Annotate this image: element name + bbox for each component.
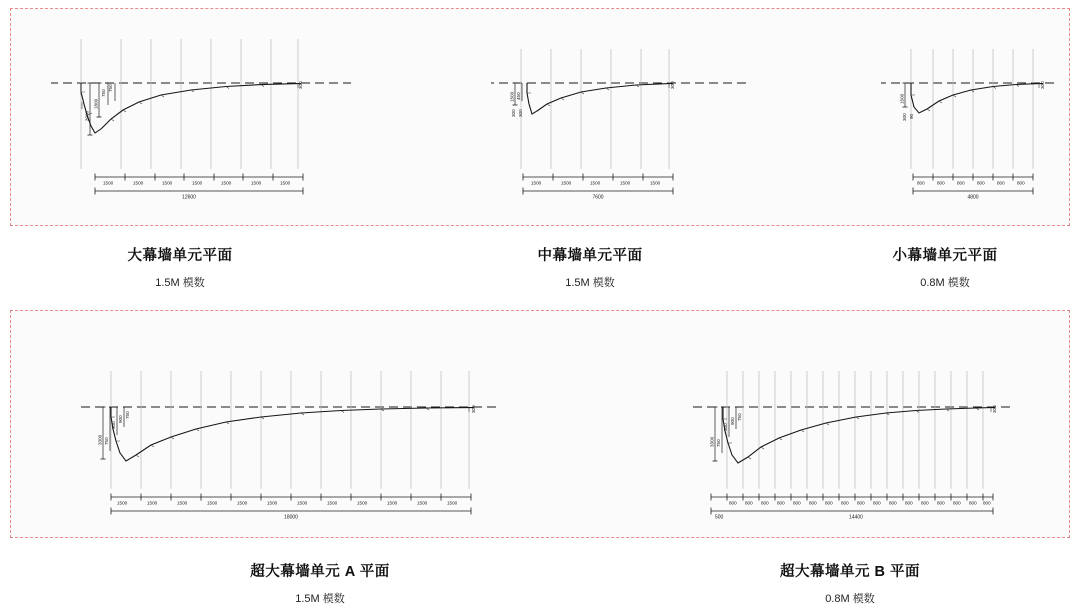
dim-end: 300 [471,405,476,413]
dim-total: 12600 [182,194,196,201]
dim-vertical-3: 750 [101,89,106,97]
dim-vertical-3: 500 [723,423,728,431]
caption-large-unit [0,244,360,290]
dim-seg-4: 1500 [192,180,203,186]
dim-seg-1: 1500 [117,500,128,506]
dim-vertical-1: 3300 [97,434,103,445]
dim-seg-4: 1500 [207,500,218,506]
figure-xl-unit-a [81,311,501,537]
caption-title: 小幕墙单元平面 [892,248,998,264]
dim-seg-3: 800 [957,180,965,186]
caption-subtitle: 0.8M 模数 [825,593,875,605]
dim-vertical-1: 3900 [84,110,90,121]
dim-seg-10: 1500 [387,500,398,506]
dimension-chain [523,174,673,201]
dim-seg-4: 1500 [620,180,631,186]
dim-seg-5: 800 [793,500,801,506]
dim-vertical-2: 750 [716,439,721,447]
dim-vertical-2: 300 [902,113,907,121]
dim-seg-14: 800 [937,500,945,506]
caption-title: 超大幕墙单元 B 平面 [779,564,921,580]
dim-seg-11: 800 [889,500,897,506]
dim-seg-1: 800 [917,180,925,186]
dim-vertical-1: 1500 [509,91,515,102]
dim-seg-12: 800 [905,500,913,506]
panel-top-row [10,8,1070,226]
caption-subtitle: 0.8M 模数 [920,277,970,289]
dim-seg-8: 800 [841,500,849,506]
dim-end: 300 [298,81,303,89]
dim-seg-1: 1500 [531,180,542,186]
dim-vertical-1: 1500 [899,93,905,104]
dim-vertical-2: 1800 [93,98,99,109]
dim-seg-11: 1500 [417,500,428,506]
dim-total: 18000 [284,514,298,521]
dim-seg-3: 800 [761,500,769,506]
dim-seg-5: 1500 [237,500,248,506]
dimension-chain [95,174,303,201]
dim-seg-1: 800 [729,500,737,506]
dim-lead: 500 [715,514,724,521]
caption-small-unit [810,244,1080,290]
dim-seg-16: 800 [969,500,977,506]
caption-title: 大幕墙单元平面 [127,248,233,264]
caption-xl-unit-a [110,560,530,606]
dim-vertical-5: 750 [737,413,742,421]
dim-seg-2: 1500 [561,180,572,186]
dim-vertical-2: 750 [104,437,109,445]
dim-seg-10: 800 [873,500,881,506]
caption-subtitle: 1.5M 模数 [155,277,205,289]
dim-seg-8: 1500 [327,500,338,506]
dim-seg-7: 800 [825,500,833,506]
dim-seg-9: 1500 [357,500,368,506]
dim-end: 300 [1040,81,1045,89]
dim-seg-6: 1500 [267,500,278,506]
dim-vertical-3: 900 [111,421,116,429]
dim-seg-17: 800 [983,500,991,506]
caption-title: 超大幕墙单元 A 平面 [250,564,390,580]
dim-seg-5: 800 [997,180,1005,186]
panel-bottom-row [10,310,1070,538]
dim-seg-4: 800 [977,180,985,186]
dim-seg-13: 800 [921,500,929,506]
dim-seg-3: 1500 [177,500,188,506]
dim-seg-1: 1500 [103,180,114,186]
dimension-chain [913,174,1033,201]
dim-seg-4: 800 [777,500,785,506]
dim-seg-3: 1500 [162,180,173,186]
figure-medium-unit [491,9,751,225]
dim-seg-3: 1500 [590,180,601,186]
dim-seg-7: 1500 [297,500,308,506]
dim-vertical-4: 900 [730,417,735,425]
dim-total: 7600 [592,194,604,201]
dim-seg-2: 1500 [147,500,158,506]
dim-vertical-1: 3300 [709,436,715,447]
dim-vertical-2: 450 [516,92,521,100]
dim-vertical-4: 300 [518,109,523,117]
dim-end: 300 [992,405,997,413]
dim-vertical-3: 90 [909,113,914,119]
caption-medium-unit [420,244,760,290]
dim-vertical-3: 300 [511,109,516,117]
figure-small-unit [881,9,1071,225]
caption-title: 中幕墙单元平面 [537,248,643,264]
dim-seg-7: 1500 [280,180,291,186]
dim-seg-6: 800 [809,500,817,506]
dim-seg-5: 1500 [221,180,232,186]
caption-subtitle: 1.5M 模数 [565,277,615,289]
dim-vertical-4: 900 [118,415,123,423]
dim-vertical-5: 750 [125,411,130,419]
dim-total: 4800 [967,194,979,201]
dimension-chain [711,494,993,521]
dim-seg-6: 1500 [251,180,262,186]
dimension-chain [111,494,471,521]
dim-total: 14400 [849,514,863,521]
dim-seg-5: 1500 [650,180,661,186]
dim-seg-12: 1500 [447,500,458,506]
dim-seg-9: 800 [857,500,865,506]
dim-end: 300 [670,81,675,89]
dim-seg-2: 800 [745,500,753,506]
dim-seg-2: 1500 [133,180,144,186]
figure-xl-unit-b [691,311,1051,537]
figure-large-unit [51,9,351,225]
dim-vertical-4: 750 [108,84,113,92]
dim-seg-2: 800 [937,180,945,186]
caption-subtitle: 1.5M 模数 [295,593,345,605]
caption-xl-unit-b [680,560,1020,606]
dim-seg-6: 800 [1017,180,1025,186]
dim-seg-15: 800 [953,500,961,506]
